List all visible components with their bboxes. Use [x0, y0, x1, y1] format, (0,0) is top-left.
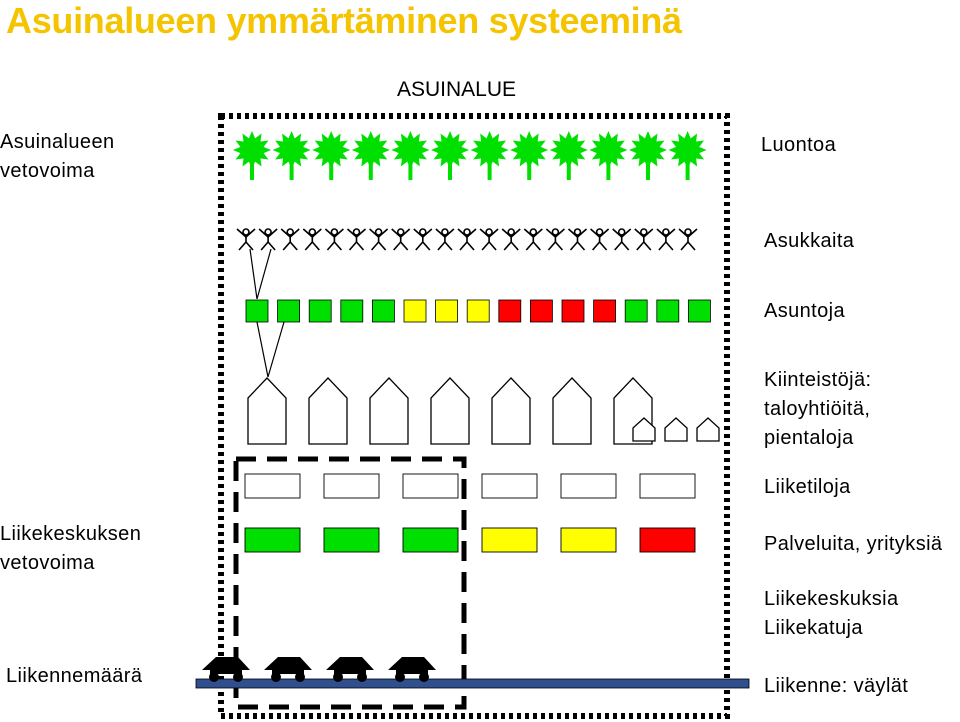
label-attraction: Asuinalueen vetovoima: [0, 131, 115, 182]
label-centers: Liikekeskuksia Liikekatuja: [764, 588, 899, 639]
person-icon: [325, 229, 343, 250]
commercial-space: [245, 474, 300, 498]
tree-icon: [312, 131, 350, 180]
resident-row: [237, 229, 697, 250]
house-icon: [492, 378, 530, 444]
tree-icon: [352, 131, 390, 180]
apartment-row: [246, 300, 710, 322]
commercial-space-row: [245, 474, 695, 498]
house-icon: [553, 378, 591, 444]
apartment-square: [594, 300, 616, 322]
apartment-square: [309, 300, 331, 322]
label-center-attraction: Liikekeskuksen vetovoima: [0, 523, 142, 574]
label-traffic-volume: Liikennemäärä: [6, 665, 143, 687]
apartment-square: [562, 300, 584, 322]
service-block: [561, 528, 616, 552]
person-icon: [392, 229, 410, 250]
apartment-square: [341, 300, 363, 322]
apartment-square: [404, 300, 426, 322]
person-icon: [259, 229, 277, 250]
apartment-square: [530, 300, 552, 322]
house-icon: [309, 378, 347, 444]
service-block: [324, 528, 379, 552]
person-icon: [414, 229, 432, 250]
service-block: [482, 528, 537, 552]
person-icon: [591, 229, 609, 250]
commercial-space: [403, 474, 458, 498]
tree-icon: [589, 131, 627, 180]
service-block: [403, 528, 458, 552]
apartment-square: [372, 300, 394, 322]
car-icon: [202, 657, 250, 682]
apartment-square: [467, 300, 489, 322]
car-icon: [264, 657, 312, 682]
small-house-icon: [665, 418, 687, 441]
person-icon: [436, 229, 454, 250]
service-row: [245, 528, 695, 552]
tree-icon: [233, 131, 271, 180]
person-icon: [679, 229, 697, 250]
tree-icon: [391, 131, 429, 180]
person-icon: [237, 229, 255, 250]
person-icon: [303, 229, 321, 250]
tree-icon: [471, 131, 509, 180]
service-block: [245, 528, 300, 552]
tree-icon: [669, 131, 707, 180]
apartment-square: [688, 300, 710, 322]
house-icon: [248, 378, 286, 444]
tree-row: [233, 131, 707, 180]
service-block: [640, 528, 695, 552]
label-apartments: Asuntoja: [764, 300, 846, 322]
label-commercial: Liiketiloja: [764, 476, 851, 498]
label-services: Palveluita, yrityksiä: [764, 533, 943, 555]
commercial-space: [640, 474, 695, 498]
person-icon: [635, 229, 653, 250]
person-icon: [524, 229, 542, 250]
apartment-square: [278, 300, 300, 322]
tree-icon: [629, 131, 667, 180]
car-icon: [388, 657, 436, 682]
person-icon: [281, 229, 299, 250]
apartment-square: [657, 300, 679, 322]
person-icon: [613, 229, 631, 250]
person-icon: [546, 229, 564, 250]
label-properties: Kiinteistöjä: taloyhtiöitä, pientaloja: [764, 369, 872, 449]
label-residents: Asukkaita: [764, 230, 855, 252]
apartment-square: [436, 300, 458, 322]
commercial-space: [324, 474, 379, 498]
car-row: [202, 657, 436, 682]
person-icon: [370, 229, 388, 250]
person-icon: [502, 229, 520, 250]
person-icon: [480, 229, 498, 250]
label-traffic: Liikenne: väylät: [764, 675, 909, 697]
area-label: ASUINALUE: [397, 78, 517, 101]
label-nature: Luontoa: [761, 134, 837, 156]
apartment-square: [625, 300, 647, 322]
tree-icon: [550, 131, 588, 180]
car-icon: [326, 657, 374, 682]
commercial-space: [561, 474, 616, 498]
house-icon: [431, 378, 469, 444]
page-title: Asuinalueen ymmärtäminen systeeminä: [6, 0, 682, 41]
person-icon: [458, 229, 476, 250]
commercial-space: [482, 474, 537, 498]
tree-icon: [273, 131, 311, 180]
apartment-square: [246, 300, 268, 322]
house-row: [248, 378, 719, 444]
tree-icon: [431, 131, 469, 180]
person-icon: [657, 229, 675, 250]
tree-icon: [510, 131, 548, 180]
person-icon: [569, 229, 587, 250]
small-house-icon: [697, 418, 719, 441]
person-icon: [348, 229, 366, 250]
apartment-square: [499, 300, 521, 322]
house-icon: [370, 378, 408, 444]
